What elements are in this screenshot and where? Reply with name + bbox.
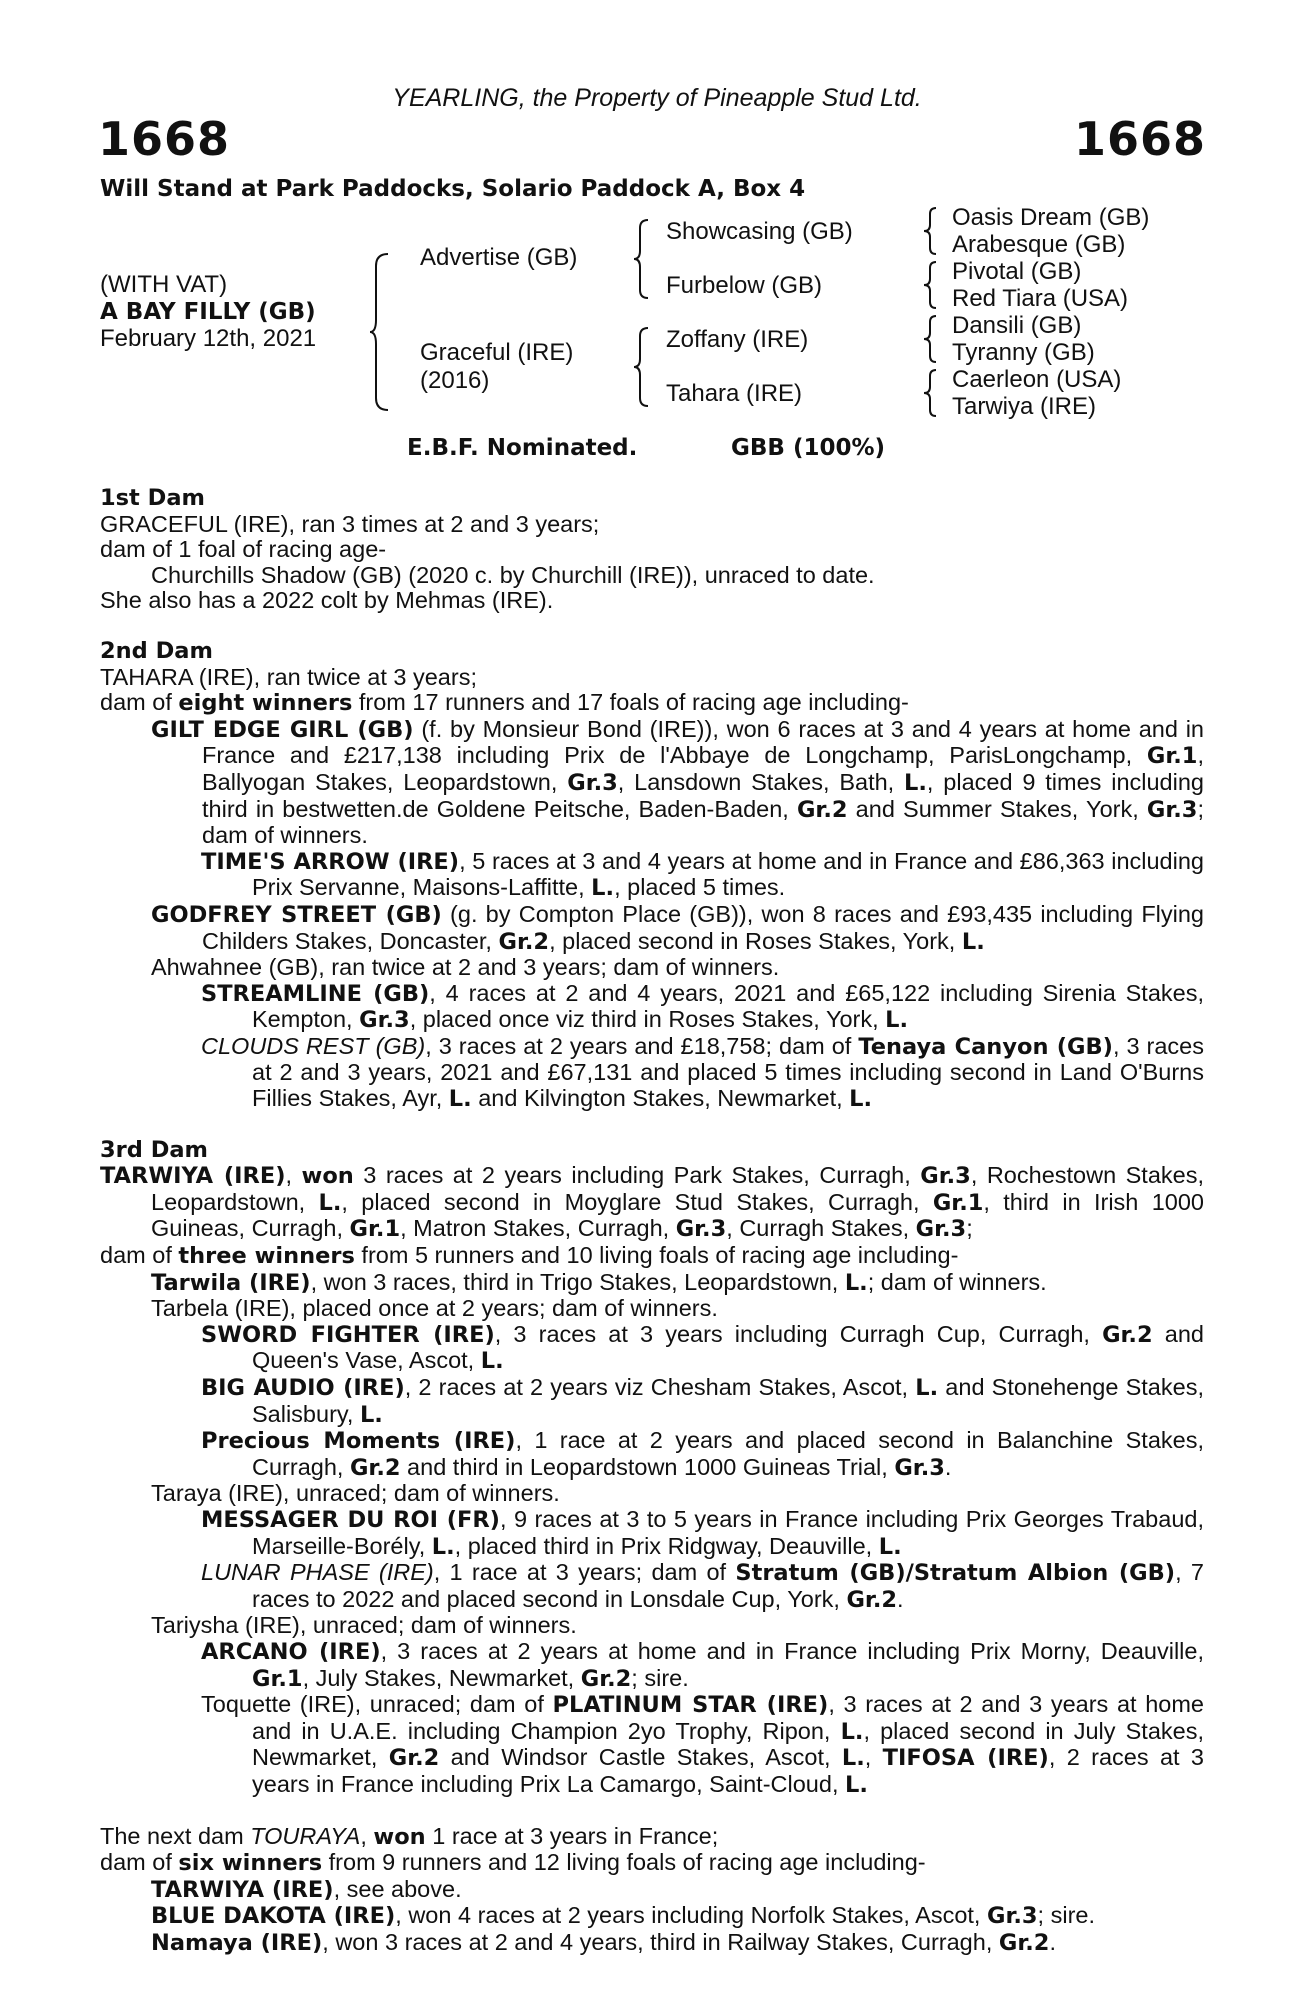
third-dam-heading: 3rd Dam: [100, 1136, 208, 1163]
catalogue-subtitle: YEARLING, the Property of Pineapple Stud Ltd.: [392, 84, 922, 112]
produce-entry: TIME'S ARROW (IRE), 5 races at 3 and 4 years at home and in France and £86,363 including Prix Servanne, Maisons-Laffitte, L., placed 5 times.: [201, 847, 1204, 902]
third-dam-line: dam of three winners from 5 runners and 10 living foals of racing age including-: [100, 1242, 959, 1270]
ancestor-ddd: Tarwiya (IRE): [952, 393, 1097, 420]
produce-entry: Toquette (IRE), unraced; dam of PLATINUM STAR (IRE), 3 races at 2 and 3 years at home and in U.A.E. including Champion 2yo Trophy, Ripon, L., placed second in July Stakes, Newmarket, Gr.2 and Windsor Castle Stakes, Ascot, L., TIFOSA (IRE), 2 races at 3 years in France including Prix La Camargo, Saint-Cloud, L.: [201, 1691, 1205, 1798]
ancestor-ssd: Arabesque (GB): [952, 231, 1126, 258]
produce-entry: GILT EDGE GIRL (GB) (f. by Monsieur Bond (IRE)), won 6 races at 3 and 4 years at home and in France and £217,138 including Prix de l'Abbaye de Longchamp, ParisLongchamp, Gr.1, Ballyogan Stakes, Leopardstown, Gr.3, Lansdown Stakes, Bath, L., placed 9 times including third in bestwetten.de Goldene Peitsche, Baden-Baden, Gr.2 and Summer Stakes, York, Gr.3; dam of winners.: [151, 715, 1204, 849]
produce-entry: Ahwahnee (GB), ran twice at 2 and 3 years; dam of winners.: [151, 954, 780, 981]
next-dam-line: dam of six winners from 9 runners and 12 living foals of racing age including-: [100, 1849, 926, 1877]
sire-sire: Showcasing (GB): [666, 218, 853, 245]
dam-sire: Zoffany (IRE): [666, 326, 809, 353]
foaling-date: February 12th, 2021: [100, 325, 317, 352]
ancestor-dsd: Tyranny (GB): [952, 339, 1095, 366]
lot-number-left: 1668: [98, 112, 231, 166]
third-dam-line: TARWIYA (IRE), won 3 races at 2 years including Park Stakes, Curragh, Gr.3, Rochestown Stakes, Leopardstown, L., placed second in Moyglare Stud Stakes, Curragh, Gr.1, third in Irish 1000 Guineas, Curragh, Gr.1, Matron Stakes, Curragh, Gr.3, Curragh Stakes, Gr.3;: [100, 1162, 1205, 1243]
produce-entry: GODFREY STREET (GB) (g. by Compton Place (GB)), won 8 races and £93,435 including Flying Childers Stakes, Doncaster, Gr.2, placed second in Roses Stakes, York, L.: [151, 900, 1205, 955]
ebf-nominated: E.B.F. Nominated.: [407, 435, 638, 461]
second-dam-line: TAHARA (IRE), ran twice at 3 years;: [100, 663, 477, 690]
produce-entry: BLUE DAKOTA (IRE), won 4 races at 2 years including Norfolk Stakes, Ascot, Gr.3; sire.: [151, 1902, 1096, 1930]
produce-entry: Namaya (IRE), won 3 races at 2 and 4 years, third in Railway Stakes, Curragh, Gr.2.: [151, 1928, 1056, 1956]
first-dam-line: dam of 1 foal of racing age-: [100, 536, 387, 563]
dam-name: Graceful (IRE): [420, 339, 574, 366]
produce-entry: TARWIYA (IRE), see above.: [151, 1875, 462, 1903]
produce-entry: LUNAR PHASE (IRE), 1 race at 3 years; dam of Stratum (GB)/Stratum Albion (GB), 7 races to 2022 and placed second in Lonsdale Cup, York, Gr.2.: [201, 1559, 1204, 1613]
produce-entry: MESSAGER DU ROI (FR), 9 races at 3 to 5 years in France including Prix Georges Trabaud, Marseille-Borély, L., placed third in Prix Ridgway, Deauville, L.: [201, 1505, 1204, 1560]
produce-entry: Tariysha (IRE), unraced; dam of winners.: [151, 1612, 577, 1639]
pedigree-brace-dam: [632, 326, 652, 408]
dam-year: (2016): [420, 367, 490, 394]
produce-entry: Tarbela (IRE), placed once at 2 years; dam of winners.: [151, 1295, 718, 1322]
produce-entry: STREAMLINE (GB), 4 races at 2 and 4 years, 2021 and £65,122 including Sirenia Stakes, Kempton, Gr.3, placed once viz third in Roses Stakes, York, L.: [201, 979, 1204, 1034]
pedigree-brace-g1: [922, 206, 940, 256]
lot-number-right: 1668: [1073, 112, 1206, 166]
vat-note: (WITH VAT): [100, 271, 228, 298]
ancestor-dds: Caerleon (USA): [952, 366, 1122, 393]
ancestor-sdd: Red Tiara (USA): [952, 285, 1129, 312]
first-dam-line: She also has a 2022 colt by Mehmas (IRE).: [100, 587, 554, 614]
pedigree-brace-g3: [922, 314, 940, 364]
dam-dam: Tahara (IRE): [666, 380, 803, 407]
first-dam-line: GRACEFUL (IRE), ran 3 times at 2 and 3 years;: [100, 510, 600, 537]
horse-name: A BAY FILLY (GB): [100, 299, 316, 325]
catalogue-body: [100, 486, 1204, 1956]
produce-entry: Precious Moments (IRE), 1 race at 2 years and placed second in Balanchine Stakes, Curragh, Gr.2 and third in Leopardstown 1000 Guineas Trial, Gr.3.: [201, 1427, 1204, 1481]
second-dam-heading: 2nd Dam: [100, 637, 213, 664]
produce-entry: Taraya (IRE), unraced; dam of winners.: [151, 1480, 560, 1507]
first-dam-produce: Churchills Shadow (GB) (2020 c. by Churchill (IRE)), unraced to date.: [151, 561, 875, 588]
ancestor-dss: Dansili (GB): [952, 312, 1082, 339]
pedigree-brace-g2: [922, 260, 940, 310]
stand-location: Will Stand at Park Paddocks, Solario Paddock A, Box 4: [100, 176, 806, 202]
sire-name: Advertise (GB): [420, 244, 578, 271]
gbb-status: GBB (100%): [731, 435, 886, 461]
next-dam-line: The next dam TOURAYA, won 1 race at 3 years in France;: [100, 1822, 719, 1850]
sire-dam: Furbelow (GB): [666, 272, 823, 299]
produce-entry: CLOUDS REST (GB), 3 races at 2 years and £18,758; dam of Tenaya Canyon (GB), 3 races at 2 and 3 years, 2021 and £67,131 and placed 5 times including second in Land O'Burns Fillies Stakes, Ayr, L. and Kilvington Stakes, Newmarket, L.: [201, 1032, 1205, 1113]
pedigree-brace-sire: [632, 218, 652, 300]
produce-entry: ARCANO (IRE), 3 races at 2 years at home and in France including Prix Morny, Deauville, Gr.1, July Stakes, Newmarket, Gr.2; sire.: [201, 1637, 1204, 1692]
ancestor-sss: Oasis Dream (GB): [952, 204, 1150, 231]
pedigree-brace-g4: [922, 368, 940, 418]
produce-entry: BIG AUDIO (IRE), 2 races at 2 years viz Chesham Stakes, Ascot, L. and Stonehenge Stakes, Salisbury, L.: [201, 1374, 1204, 1428]
second-dam-line: dam of eight winners from 17 runners and 17 foals of racing age including-: [100, 689, 909, 717]
produce-entry: SWORD FIGHTER (IRE), 3 races at 3 years including Curragh Cup, Curragh, Gr.2 and Queen's Vase, Ascot, L.: [201, 1320, 1204, 1375]
produce-entry: Tarwila (IRE), won 3 races, third in Trigo Stakes, Leopardstown, L.; dam of winners.: [151, 1268, 1047, 1296]
first-dam-heading: 1st Dam: [100, 485, 205, 511]
pedigree-brace-main: [368, 252, 392, 412]
ancestor-sds: Pivotal (GB): [952, 258, 1082, 285]
